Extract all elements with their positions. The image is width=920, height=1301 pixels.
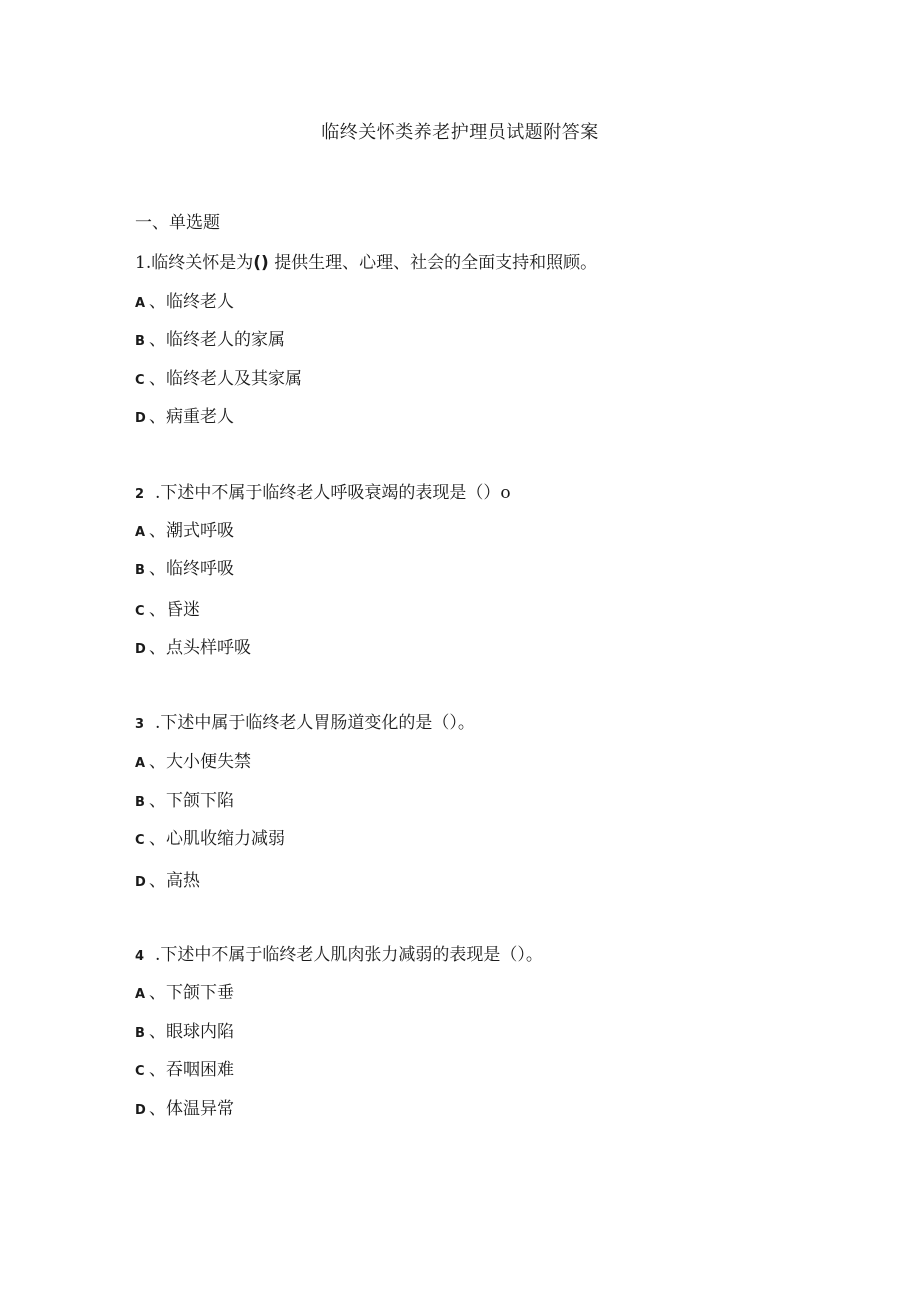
option-letter: D <box>135 1103 146 1118</box>
option-text: 、临终老人及其家属 <box>149 369 302 389</box>
option-text: 、潮式呼吸 <box>149 521 234 541</box>
question-1 <box>135 248 597 273</box>
question-text-rest: 提供生理、心理、社会的全面支持和照顾。 <box>274 253 598 273</box>
option-text: 、临终老人的家属 <box>149 330 285 350</box>
option-text: 、体温异常 <box>149 1099 234 1119</box>
option-letter: A <box>135 296 146 311</box>
option-d <box>135 866 200 891</box>
option-letter: D <box>135 411 146 426</box>
page-title: 临终关怀类养老护理员试题附答案 <box>321 122 599 143</box>
question-number: 4 <box>135 949 145 964</box>
option-letter: D <box>135 875 146 890</box>
question-text: .下述中不属于临终老人呼吸衰竭的表现是（）o <box>155 483 511 503</box>
option-a <box>135 978 234 1003</box>
option-letter: B <box>135 795 145 810</box>
option-d <box>135 402 234 427</box>
question-text: 临终关怀是为 <box>151 253 254 273</box>
option-letter: B <box>135 1026 145 1041</box>
option-a <box>135 516 234 541</box>
option-b <box>135 554 234 579</box>
option-text: 、大小便失禁 <box>149 752 251 772</box>
option-text: 、眼球内陷 <box>149 1022 234 1042</box>
option-letter: B <box>135 334 145 349</box>
option-d <box>135 633 251 658</box>
option-text: 、吞咽困难 <box>149 1060 234 1080</box>
option-letter: B <box>135 563 145 578</box>
option-letter: C <box>135 1064 145 1079</box>
option-letter: C <box>135 604 145 619</box>
option-c <box>135 1055 234 1080</box>
question-3 <box>135 708 475 733</box>
option-text: 、心肌收缩力减弱 <box>149 829 285 849</box>
option-b <box>135 325 285 350</box>
section-heading: 一、单选题 <box>135 213 220 233</box>
option-letter: A <box>135 525 146 540</box>
option-letter: C <box>135 373 145 388</box>
option-d <box>135 1094 234 1119</box>
option-text: 、下颌下陷 <box>149 791 234 811</box>
option-text: 、下颌下垂 <box>149 983 234 1003</box>
option-c <box>135 595 200 620</box>
option-text: 、临终呼吸 <box>149 559 234 579</box>
option-a <box>135 747 251 772</box>
option-text: 、临终老人 <box>149 292 234 312</box>
option-c <box>135 824 285 849</box>
option-text: 、高热 <box>149 871 200 891</box>
question-number: 1. <box>135 253 152 273</box>
option-b <box>135 786 234 811</box>
option-letter: A <box>135 987 146 1002</box>
option-text: 、点头样呼吸 <box>149 638 251 658</box>
question-4 <box>135 940 543 965</box>
question-number: 2 <box>135 487 145 502</box>
option-letter: D <box>135 642 146 657</box>
question-number: 3 <box>135 717 145 732</box>
option-c <box>135 364 302 389</box>
answer-blank: () <box>253 253 269 273</box>
option-text: 、昏迷 <box>149 600 200 620</box>
question-text: .下述中不属于临终老人肌肉张力减弱的表现是（）。 <box>155 945 543 965</box>
option-b <box>135 1017 234 1042</box>
option-letter: A <box>135 756 146 771</box>
option-letter: C <box>135 833 145 848</box>
option-text: 、病重老人 <box>149 407 234 427</box>
option-a <box>135 287 234 312</box>
question-2 <box>135 478 511 503</box>
question-text: .下述中属于临终老人胃肠道变化的是（）。 <box>155 713 475 733</box>
